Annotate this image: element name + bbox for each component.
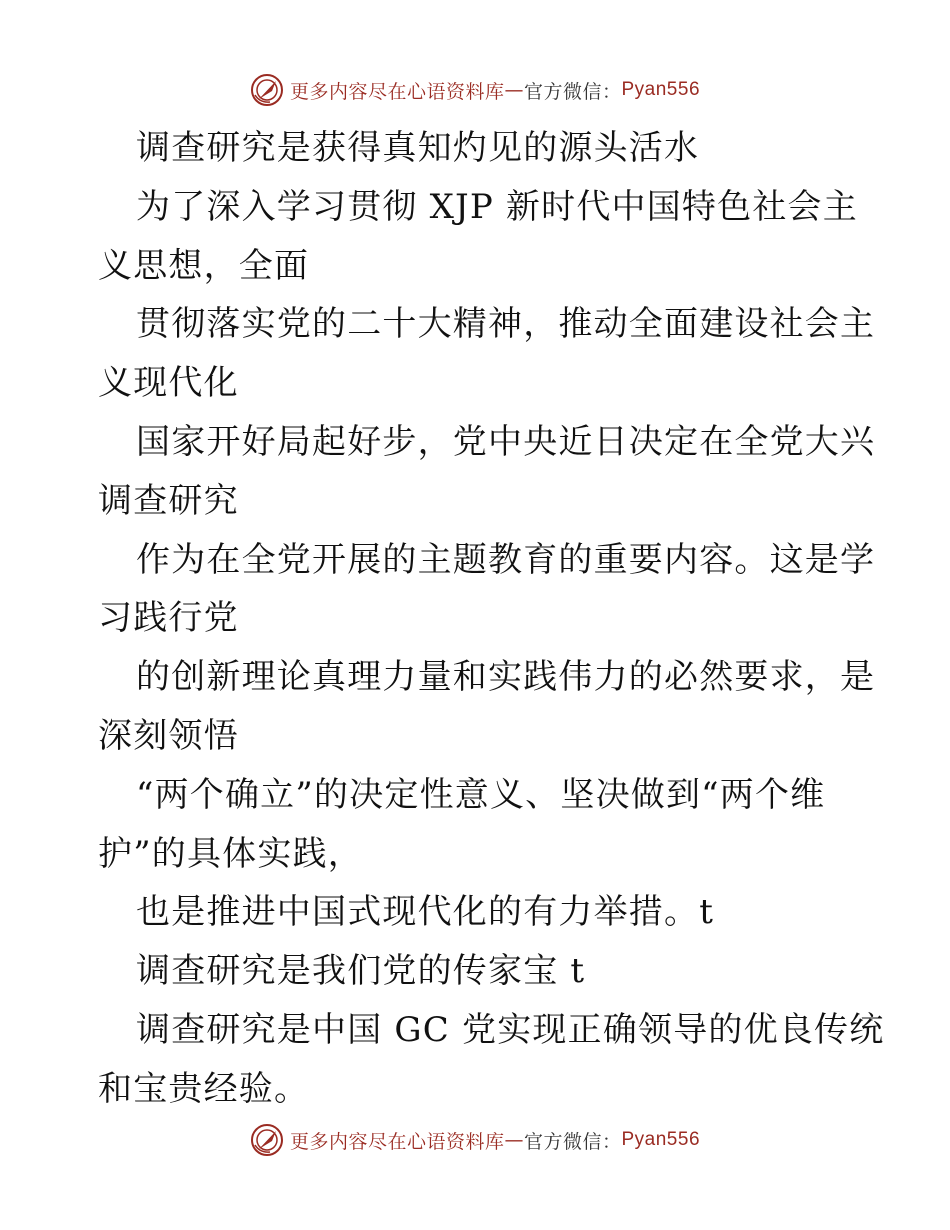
dash: — (504, 1129, 524, 1151)
promo-text: 更多内容尽在心语资料库 (289, 1130, 505, 1153)
text-line: 调查研究是中国 GC 党实现正确领导的优良传统 (136, 1009, 885, 1050)
wechat-label: 官方微信： (523, 80, 622, 103)
text-line: 护”的具体实践， (98, 833, 363, 874)
document-body (98, 119, 885, 1119)
text-line: 和宝贵经验。 (98, 1068, 310, 1109)
text-line: “两个确立”的决定性意义、坚决做到“两个维 (136, 774, 826, 815)
text-line: 调查研究 (98, 480, 239, 521)
promo-text: 更多内容尽在心语资料库 (289, 80, 505, 103)
wechat-id: Pyan556 (621, 1129, 701, 1150)
text-line: 调查研究是获得真知灼见的源头活水 (136, 128, 700, 168)
quill-logo-icon (250, 1123, 284, 1157)
text-line: 贯彻落实党的二十大精神，推动全面建设社会主 (136, 304, 876, 345)
text-line: 为了深入学习贯彻 XJP 新时代中国特色社会主 (136, 186, 858, 227)
dash: — (504, 79, 524, 101)
header-banner (0, 70, 950, 110)
text-line: 作为在全党开展的主题教育的重要内容。这是学 (136, 539, 876, 580)
text-line: 义思想，全面 (98, 245, 310, 286)
text-line: 也是推进中国式现代化的有力举措。t (136, 892, 715, 933)
footer-banner (0, 1120, 950, 1160)
text-line: 的创新理论真理力量和实践伟力的必然要求，是 (136, 657, 876, 698)
text-line: 习践行党 (98, 598, 239, 639)
quill-logo-icon (250, 73, 284, 107)
text-line: 调查研究是我们党的传家宝 t (136, 951, 586, 992)
wechat-id: Pyan556 (621, 79, 701, 100)
wechat-label: 官方微信： (523, 1130, 622, 1153)
text-line: 义现代化 (98, 363, 239, 404)
text-line: 深刻领悟 (98, 715, 239, 756)
text-line: 国家开好局起好步，党中央近日决定在全党大兴 (136, 421, 876, 462)
